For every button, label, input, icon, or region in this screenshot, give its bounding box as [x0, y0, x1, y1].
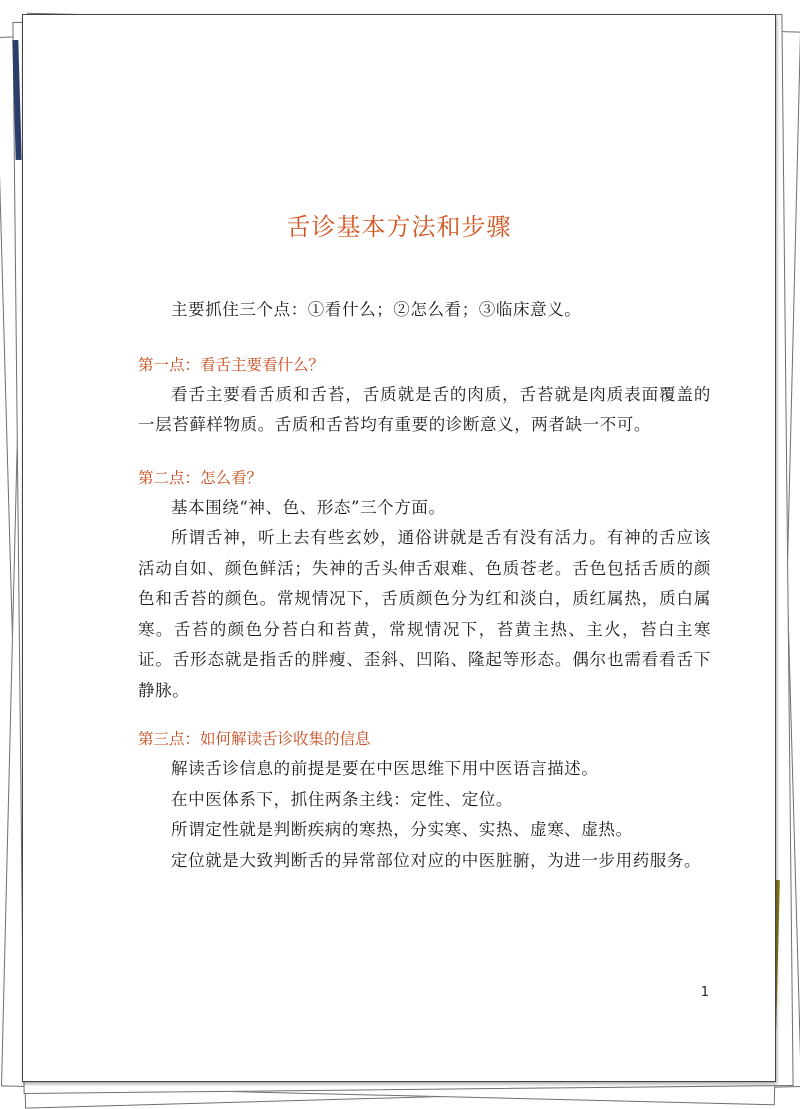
section-1-paragraph-1: 看舌主要看舌质和舌苔，舌质就是舌的肉质，舌苔就是肉质表面覆盖的一层苔藓样物质。舌质和舌苔均有重要的诊断意义，两者缺一不可。: [138, 384, 711, 434]
document-page: [22, 14, 776, 1082]
section-3-paragraph-1: 解读舌诊信息的前提是要在中医思维下用中医语言描述。: [171, 759, 599, 778]
section-2-paragraph-1: 基本围绕“神、色、形态”三个方面。: [171, 497, 446, 517]
page-content: [138, 295, 711, 876]
section-3-paragraph-2: 在中医体系下，抓住两条主线：定性、定位。: [171, 789, 513, 809]
section-heading-1: 第一点：看舌主要看什么？: [138, 355, 325, 374]
section-heading-2: 第二点：怎么看？: [138, 468, 263, 487]
section-3-paragraph-4: 定位就是大致判断舌的异常部位对应的中医脏腑，为进一步用药服务。: [171, 850, 702, 870]
intro-paragraph: 主要抓住三个点：①看什么；②怎么看；③临床意义。: [171, 300, 582, 319]
section-2-paragraph-2: 所谓舌神，听上去有些玄妙，通俗讲就是舌有没有活力。有神的舌应该活动自如、颜色鲜活；失神的舌头伸舌艰难、色质苍老。舌色包括舌质的颜色和舌苔的颜色。常规情况下，舌质颜色分为红和淡白，质红属热，质白属寒。舌苔的颜色分苔白和苔黄，常规情况下，苔黄主热、主火，苔白主寒证。舌形态就是指舌的胖瘦、歪斜、凹陷、隆起等形态。偶尔也需看看舌下静脉。: [138, 528, 711, 700]
page-number: 1: [700, 985, 709, 1000]
section-3-paragraph-3: 所谓定性就是判断疾病的寒热，分实寒、实热、虚寒、虚热。: [171, 820, 633, 839]
page-title: 舌诊基本方法和步骤: [286, 213, 512, 241]
section-heading-3: 第三点：如何解读舌诊收集的信息: [138, 730, 371, 748]
